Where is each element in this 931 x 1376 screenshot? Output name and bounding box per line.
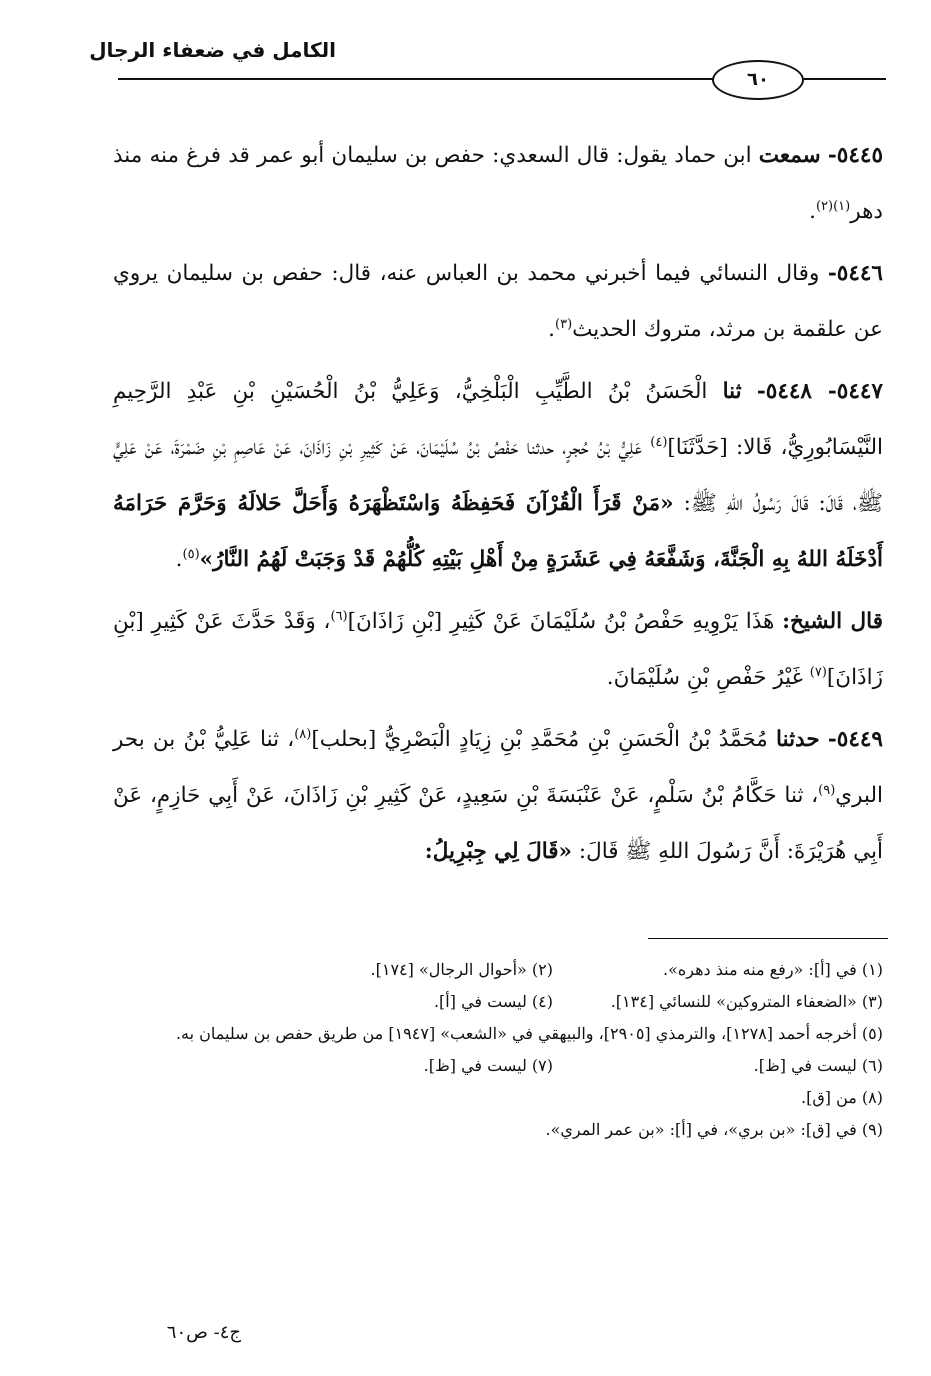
footnote-9: (٩) في [ق]: «بن بري»، في [أ]: «بن عمر المري». xyxy=(545,1120,883,1139)
transmission-keyword: ثنا xyxy=(722,379,742,404)
entry-5445 xyxy=(113,128,883,240)
entry-number: ٥٤٤٦- xyxy=(827,261,883,286)
entry-number: ٥٤٤٩- xyxy=(827,727,883,752)
footnote-7: (٧) ليست في [ظ]. xyxy=(423,1056,553,1075)
volume-page-indicator: ج٤- ص٦٠ xyxy=(166,1322,241,1343)
transmission-keyword: حدثنا xyxy=(776,727,820,752)
footnote-3: (٣) «الضعفاء المتروكين» للنسائي [١٣٤]. xyxy=(610,992,883,1011)
isnad-text: مُحَمَّدُ بْنُ الْحَسَنِ بْنِ مُحَمَّدِ بْنِ زِيَادٍ الْبَصْرِيُّ [بحلب] xyxy=(311,727,768,752)
footnote-separator xyxy=(648,938,888,939)
header-rule-right xyxy=(804,78,886,80)
page-number: ٦٠ xyxy=(712,60,804,100)
entry-number: ٥٤٤٥- xyxy=(827,143,883,168)
footnote-4: (٤) ليست في [أ]. xyxy=(433,992,553,1011)
footnotes xyxy=(103,954,883,1146)
isnad-text: الْحَسَنُ بْنُ الطَّيِّبِ الْبَلْخِيُّ، وَعَلِيُّ بْنُ الْحُسَيْنِ بْنِ عَبْدِ الرَّحِيمِ النَّيْسَابُورِيُّ، قَالا: [حَدَّثَنَا] xyxy=(113,379,883,460)
sheikh-comment xyxy=(113,594,883,706)
entry-5449 xyxy=(113,712,883,880)
hadith-text: «قَالَ لِي جِبْرِيلُ: xyxy=(424,839,572,864)
footnote-ref: (٣) xyxy=(555,316,573,332)
footnote-row xyxy=(103,986,883,1018)
comment-text: ، وَقَدْ حَدَّثَ عَنْ كَثِيرِ [بْنِ زَاذَانَ] xyxy=(113,609,883,690)
footnote-ref: (٦) xyxy=(330,608,348,624)
comment-label: قال الشيخ: xyxy=(782,609,883,634)
footnote-ref: (٤) xyxy=(650,434,668,450)
footnote-row xyxy=(103,1050,883,1082)
isnad-text: ، ثنا حَكَّامُ بْنُ سَلْمٍ، عَنْ عَنْبَسَةَ بْنِ سَعِيدٍ، عَنْ كَثِيرِ بْنِ زَاذَانَ، عَنْ أَبِي حَازِمٍ، عَنْ أَبِي هُرَيْرَةَ: أَنَّ رَسُولَ اللهِ ﷺ قَالَ: xyxy=(113,783,883,864)
footnote-6: (٦) ليست في [ظ]. xyxy=(753,1056,883,1075)
footnote-ref: (٥) xyxy=(182,546,200,562)
main-text xyxy=(113,128,883,880)
footnote-ref: (٨) xyxy=(294,726,312,742)
entry-number: ٥٤٤٧- ٥٤٤٨- xyxy=(756,379,883,404)
entry-text: ابن حماد يقول: قال السعدي: حفص بن سليمان أبو عمر قد فرغ منه منذ دهر xyxy=(113,143,883,224)
footnote-ref: (١)(٢) xyxy=(815,198,851,214)
footnote-ref: (٩) xyxy=(818,782,836,798)
transmission-keyword: سمعت xyxy=(758,143,821,168)
footnote-ref: (٧) xyxy=(809,664,827,680)
footnote-5: (٥) أخرجه أحمد [١٢٧٨]، والترمذي [٢٩٠٥]، والبيهقي في «الشعب» [١٩٤٧] من طريق حفص بن سليمان به. xyxy=(175,1024,883,1043)
header-rule xyxy=(118,78,714,80)
isnad-text: عَلِيُّ بْنُ حُجرٍ، حدثنا حَفْصُ بْنُ سُلَيْمَانَ، عَنْ كَثِيرِ بْنِ زَاذَانَ، عَنْ عَاصِمِ بْنِ ضَمْرَةَ، عَنْ عَلِيٍّ ﷺ، قَالَ: قَالَ رَسُولُ اللهِ ﷺ: xyxy=(113,435,884,516)
comment-text: هَذَا يَرْوِيهِ حَفْصُ بْنُ سُلَيْمَانَ عَنْ كَثِيرِ [بْنِ زَاذَانَ] xyxy=(347,609,775,634)
comment-text: غَيْرُ حَفْصِ بْنِ سُلَيْمَانَ. xyxy=(606,665,803,690)
entry-end: . xyxy=(809,199,816,224)
entry-5446 xyxy=(113,246,883,358)
entry-end: . xyxy=(175,547,183,572)
footnote-row xyxy=(103,954,883,986)
entry-5447-5448 xyxy=(113,364,883,588)
footnote-8: (٨) من [ق]. xyxy=(801,1088,883,1107)
book-title: الكامل في ضعفاء الرجال xyxy=(89,38,336,62)
entry-end: . xyxy=(548,317,556,342)
hadith-text: «مَنْ قَرَأَ الْقُرْآنَ فَحَفِظَهُ وَاسْتَظْهَرَهُ وَأَحَلَّ حَلالَهُ وَحَرَّمَ حَرَامَهُ أَدْخَلَهُ اللهُ بِهِ الْجَنَّةَ، وَشَفَّعَهُ فِي عَشَرَةٍ مِنْ أَهْلِ بَيْتِهِ كُلُّهُمْ قَدْ وَجَبَتْ لَهُمُ النَّارُ» xyxy=(113,491,883,572)
entry-text: وقال النسائي فيما أخبرني محمد بن العباس عنه، قال: حفص بن سليمان يروي عن علقمة بن مرثد، متروك الحديث xyxy=(113,261,883,342)
footnote-2: (٢) «أحوال الرجال» [١٧٤]. xyxy=(370,960,553,979)
footnote-1: (١) في [أ]: «رفع منه منذ دهره». xyxy=(662,960,883,979)
isnad-text: ، ثنا عَلِيُّ بْنُ بن بحر البري xyxy=(113,727,883,808)
